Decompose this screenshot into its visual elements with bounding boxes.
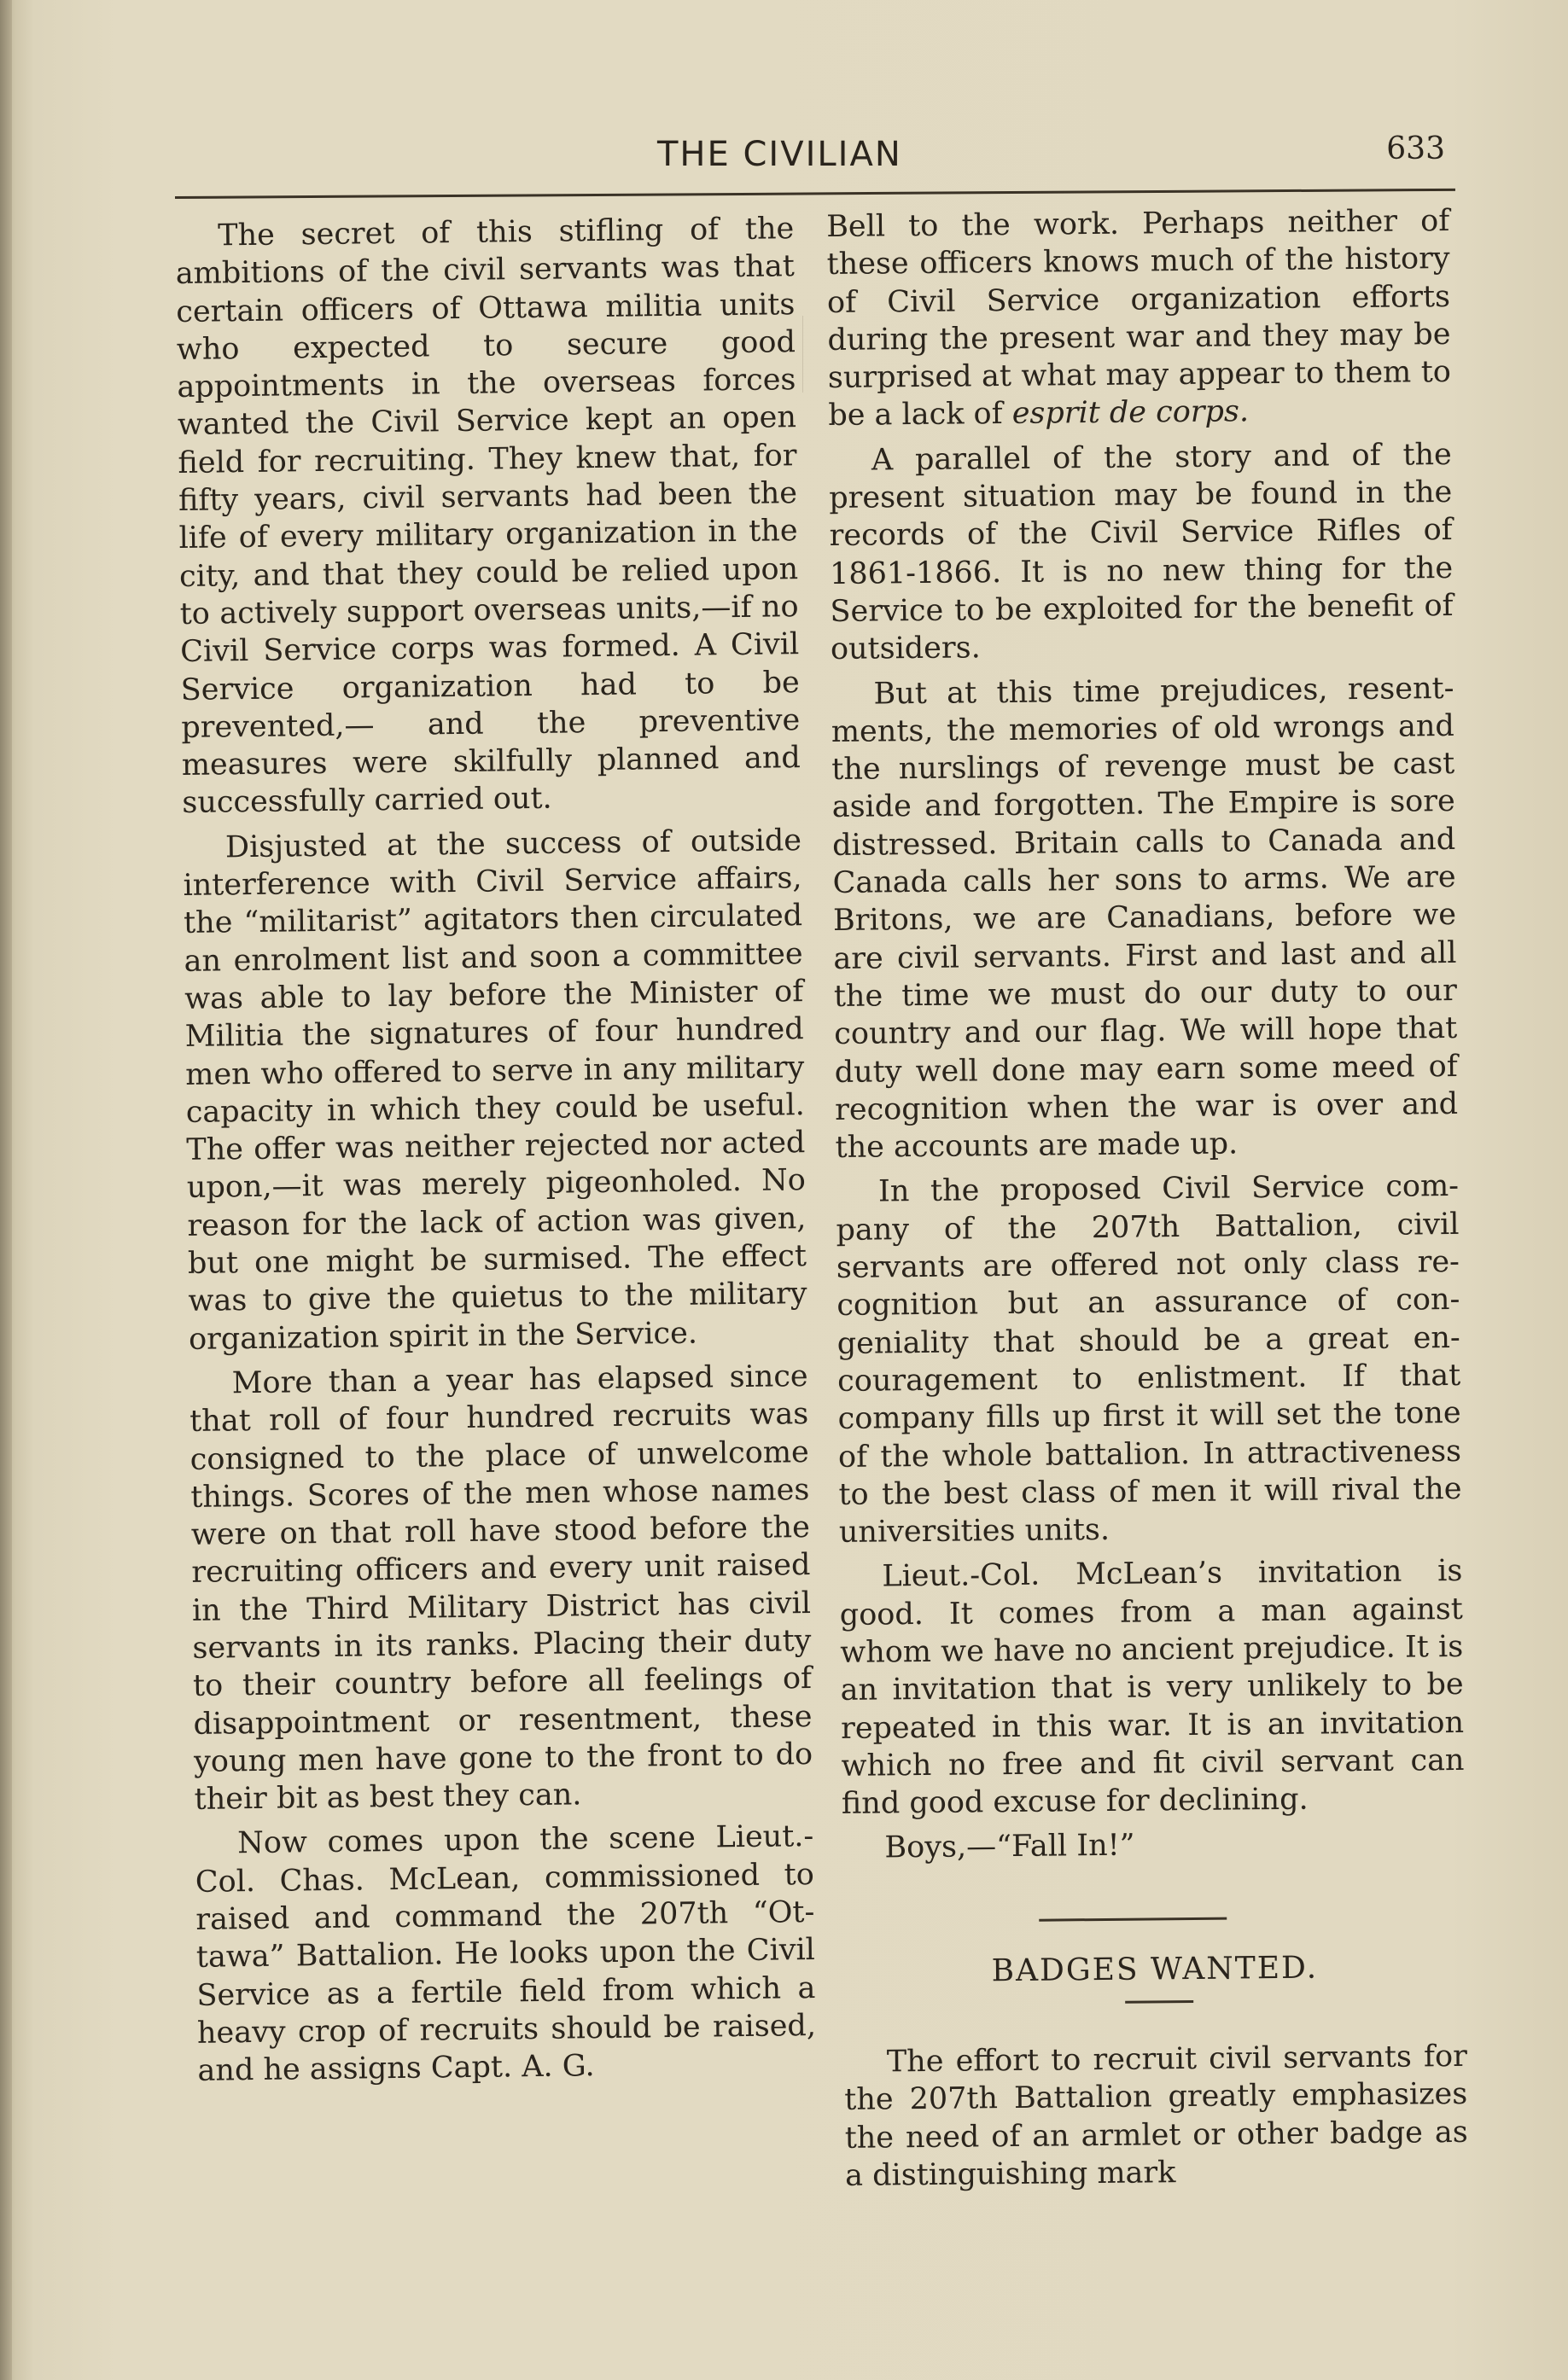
continued-paragraph	[826, 202, 1452, 435]
running-title: THE CIVILIAN	[657, 135, 902, 174]
closing-line: Boys,—“Fall In!”	[884, 1829, 1135, 1865]
body-paragraph: Now comes upon the scene Lieut.-Col. Chas. McLean, commissioned to raised and command the 207th “Ottawa” Battalion. He looks upon the Civil Service as a fertile field from which a heavy crop of recruits should be raised, and he assigns Capt. A. G.	[195, 1819, 817, 2089]
body-paragraph: A parallel of the story and of the present situation may be found in the records of the Civil Service Rifles of 1861-1866. It is no new thing for the Service to be exploited for the benefit of outsiders.	[829, 437, 1454, 667]
page-number: 633	[1386, 131, 1445, 166]
continued-text: Bell to the work. Perhaps neither of these officers knows much of the history of Civil Service organization efforts during the present war and they may be surprised at what may appear to them to be a lack of	[826, 203, 1452, 434]
body-paragraph: The secret of this stifling of the ambitions of the civil servants was that certain officers of Ottawa militia units who expected to secure good appointments in the overseas forces wanted the Civil Service kept an open field for recruiting. They knew that, for fifty years, civil servants had been the life of every military organization in the city, and that they could be relied upon to actively support overseas units,—if no Civil Service corps was formed. A Civil Service organization had to be prevented,— and the preventive measures were skilfully planned and successfully carried out.	[175, 212, 801, 821]
section-divider	[1039, 1917, 1227, 1921]
body-paragraph: Disjusted at the success of outside interference with Civil Service affairs, the “militarist” agitators then circulated an enrolment list and soon a committee was able to lay before the Minister of Militia the signatures of four hundred men who offered to serve in any military capacity in which they could be useful. The offer was neither rejected nor acted upon,—it was merely pigeonholed. No reason for the lack of action was given, but one might be surmised. The effect was to give the quietus to the military organization spirit in the Service.	[183, 823, 807, 1357]
heading-rule	[1125, 2000, 1193, 2004]
gutter-crease	[802, 316, 803, 393]
page-header	[175, 128, 1455, 196]
page-spine-shadow	[0, 0, 12, 2380]
italic-phrase: esprit de corps.	[1011, 394, 1250, 432]
body-paragraph: The effort to recruit civil servants for the 207th Battalion greatly emphasizes the need of an armlet or other badge as a distinguishing mark	[844, 2039, 1468, 2193]
body-paragraph: More than a year has elapsed since that roll of four hundred recruits was consigned to the place of unwelcome things. Scores of the men whose names were on that roll have stood before the recruiting officers and every unit raised in the Third Military District has civil servants in its ranks. Placing their duty to their country before all feelings of disappointment or resentment, these young men have gone to the front to do their bit as best they can.	[189, 1359, 813, 1818]
body-paragraph: In the proposed Civil Service company of the 207th Battalion, civil servants are offered not only class recognition but an assurance of congeniality that should be a great encouragement to enlistment. If that company fills up first it will set the tone of the whole battalion. In attractiveness to the best class of men it will rival the universities units.	[836, 1169, 1462, 1551]
section-heading: BADGES WANTED.	[991, 1950, 1319, 1989]
right-column	[826, 202, 1468, 2202]
left-column	[175, 210, 817, 2097]
body-paragraph: But at this time prejudices, resentments, the memories of old wrongs and the nurslings of revenge must be cast aside and forgotten. The Empire is sore distressed. Britain calls to Canada and Canada calls her sons to arms. We are Britons, we are Canadians, before we are civil servants. First and last and all the time we must do our duty to our country and our flag. We will hope that duty well done may earn some meed of recognition when the war is over and the accounts are made up.	[831, 671, 1459, 1166]
body-paragraph: Lieut.-Col. McLean’s invitation is good. It comes from a man against whom we have no ancient prejudice. It is an invitation that is very unlikely to be repeated in this war. It is an invitation which no free and fit civil servant can find good excuse for declining.	[839, 1554, 1465, 1822]
